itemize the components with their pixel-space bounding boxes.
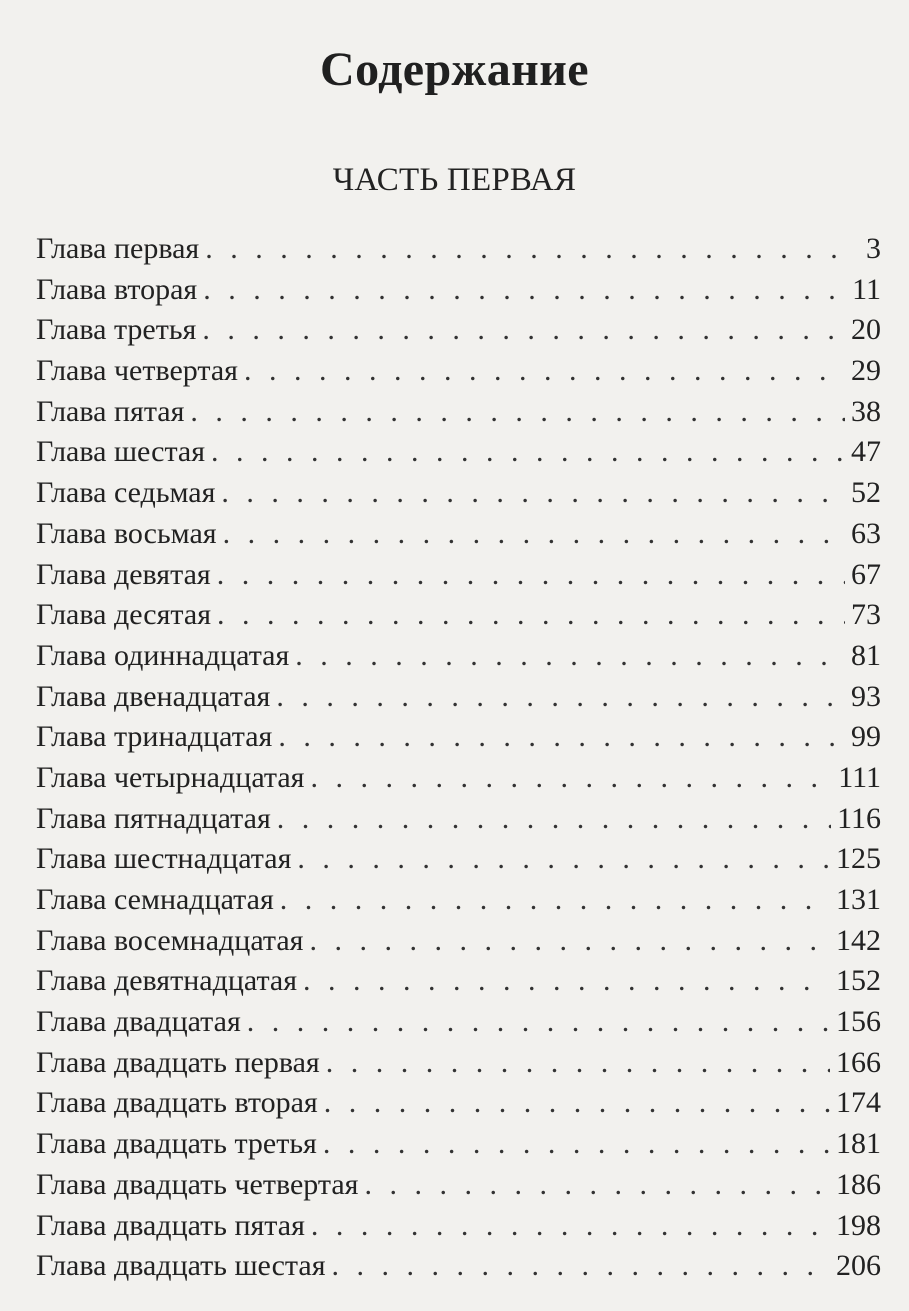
- page-number: 174: [836, 1086, 881, 1120]
- dot-leader: [310, 758, 832, 799]
- chapter-title: Глава девятнадцатая: [36, 964, 298, 998]
- chapter-title: Глава шестнадцатая: [36, 842, 292, 876]
- chapter-title: Глава двадцать шестая: [36, 1249, 326, 1283]
- part-heading: ЧАСТЬ ПЕРВАЯ: [332, 162, 577, 198]
- page-number: 38: [851, 394, 881, 428]
- chapter-title: Глава одиннадцатая: [36, 638, 290, 672]
- toc-entry: [36, 310, 881, 351]
- chapter-title: Глава четырнадцатая: [36, 760, 305, 794]
- dot-leader: [217, 555, 845, 596]
- toc-entry: [36, 514, 881, 555]
- page-number: 166: [836, 1045, 881, 1079]
- chapter-title: Глава четвертая: [36, 354, 238, 388]
- page-number: 186: [836, 1167, 881, 1201]
- chapter-title: Глава двадцать пятая: [36, 1208, 305, 1242]
- chapter-title: Глава первая: [36, 232, 200, 265]
- page-number: 67: [851, 557, 881, 591]
- table-of-contents: [36, 229, 881, 1287]
- toc-entry: [36, 270, 881, 311]
- chapter-title: Глава двадцать вторая: [36, 1086, 318, 1120]
- toc-entry: [36, 595, 881, 636]
- toc-entry: [36, 1124, 881, 1165]
- chapter-title: Глава восьмая: [36, 516, 217, 550]
- toc-entry: [36, 961, 881, 1002]
- page-number: 81: [851, 638, 881, 672]
- dot-leader: [211, 432, 845, 473]
- toc-entry: [36, 1002, 881, 1043]
- chapter-title: Глава двенадцатая: [36, 679, 271, 713]
- chapter-title: Глава десятая: [36, 598, 211, 632]
- toc-entry: [36, 1083, 881, 1124]
- toc-entry: [36, 1043, 881, 1084]
- toc-entry: [36, 473, 881, 514]
- dot-leader: [332, 1246, 830, 1287]
- dot-leader: [223, 514, 845, 555]
- chapter-title: Глава седьмая: [36, 476, 216, 510]
- dot-leader: [247, 1002, 830, 1043]
- page-number: 198: [836, 1208, 881, 1242]
- toc-entry: [36, 392, 881, 433]
- chapter-title: Глава восемнадцатая: [36, 923, 304, 957]
- page-number: 73: [851, 598, 881, 632]
- chapter-title: Глава шестая: [36, 435, 206, 469]
- dot-leader: [364, 1165, 830, 1206]
- toc-entry: [36, 758, 881, 799]
- dot-leader: [326, 1043, 830, 1084]
- page-number: 63: [851, 516, 881, 550]
- page-number: 142: [836, 923, 881, 957]
- page-number: 29: [851, 354, 881, 388]
- chapter-title: Глава вторая: [36, 272, 198, 306]
- page-number: 52: [851, 476, 881, 510]
- dot-leader: [276, 677, 845, 718]
- dot-leader: [203, 270, 846, 311]
- page-title: Содержание: [320, 43, 589, 96]
- toc-entry: [36, 880, 881, 921]
- toc-entry: [36, 351, 881, 392]
- page-number: 116: [837, 801, 881, 835]
- dot-leader: [205, 229, 847, 270]
- toc-entry: [36, 555, 881, 596]
- page-number: 181: [836, 1127, 881, 1161]
- dot-leader: [297, 839, 830, 880]
- toc-entry: [36, 432, 881, 473]
- toc-entry: [36, 636, 881, 677]
- dot-leader: [217, 595, 845, 636]
- toc-entry: [36, 677, 881, 718]
- toc-entry: [36, 1165, 881, 1206]
- chapter-title: Глава третья: [36, 313, 197, 347]
- chapter-title: Глава пятая: [36, 394, 185, 428]
- dot-leader: [309, 921, 830, 962]
- toc-entry: [36, 799, 881, 840]
- chapter-title: Глава двадцать первая: [36, 1045, 320, 1079]
- page-number: 131: [836, 883, 881, 916]
- dot-leader: [202, 310, 845, 351]
- dot-leader: [303, 961, 830, 1002]
- toc-entry: [36, 229, 881, 270]
- dot-leader: [323, 1124, 830, 1165]
- toc-entry: [36, 1206, 881, 1247]
- page-number: 47: [851, 435, 881, 469]
- page-number: 111: [838, 760, 881, 794]
- dot-leader: [278, 717, 845, 758]
- dot-leader: [295, 636, 845, 677]
- page-number: 99: [851, 720, 881, 754]
- chapter-title: Глава двадцать третья: [36, 1127, 317, 1161]
- page-number: 11: [852, 272, 881, 306]
- page-number: 125: [836, 842, 881, 876]
- dot-leader: [221, 473, 845, 514]
- toc-entry: [36, 839, 881, 880]
- chapter-title: Глава двадцатая: [36, 1005, 241, 1039]
- dot-leader: [277, 799, 831, 840]
- chapter-title: Глава пятнадцатая: [36, 801, 271, 835]
- toc-entry: [36, 1246, 881, 1287]
- page-number: 152: [836, 964, 881, 998]
- page-number: 3: [866, 232, 881, 265]
- chapter-title: Глава тринадцатая: [36, 720, 273, 754]
- dot-leader: [244, 351, 845, 392]
- toc-entry: [36, 717, 881, 758]
- dot-leader: [280, 880, 830, 921]
- page-number: 206: [836, 1249, 881, 1283]
- dot-leader: [311, 1206, 830, 1247]
- toc-entry: [36, 921, 881, 962]
- dot-leader: [324, 1083, 830, 1124]
- chapter-title: Глава девятая: [36, 557, 211, 591]
- page-number: 20: [851, 313, 881, 347]
- dot-leader: [190, 392, 845, 433]
- page-number: 156: [836, 1005, 881, 1039]
- chapter-title: Глава семнадцатая: [36, 883, 274, 916]
- page-number: 93: [851, 679, 881, 713]
- chapter-title: Глава двадцать четвертая: [36, 1167, 359, 1201]
